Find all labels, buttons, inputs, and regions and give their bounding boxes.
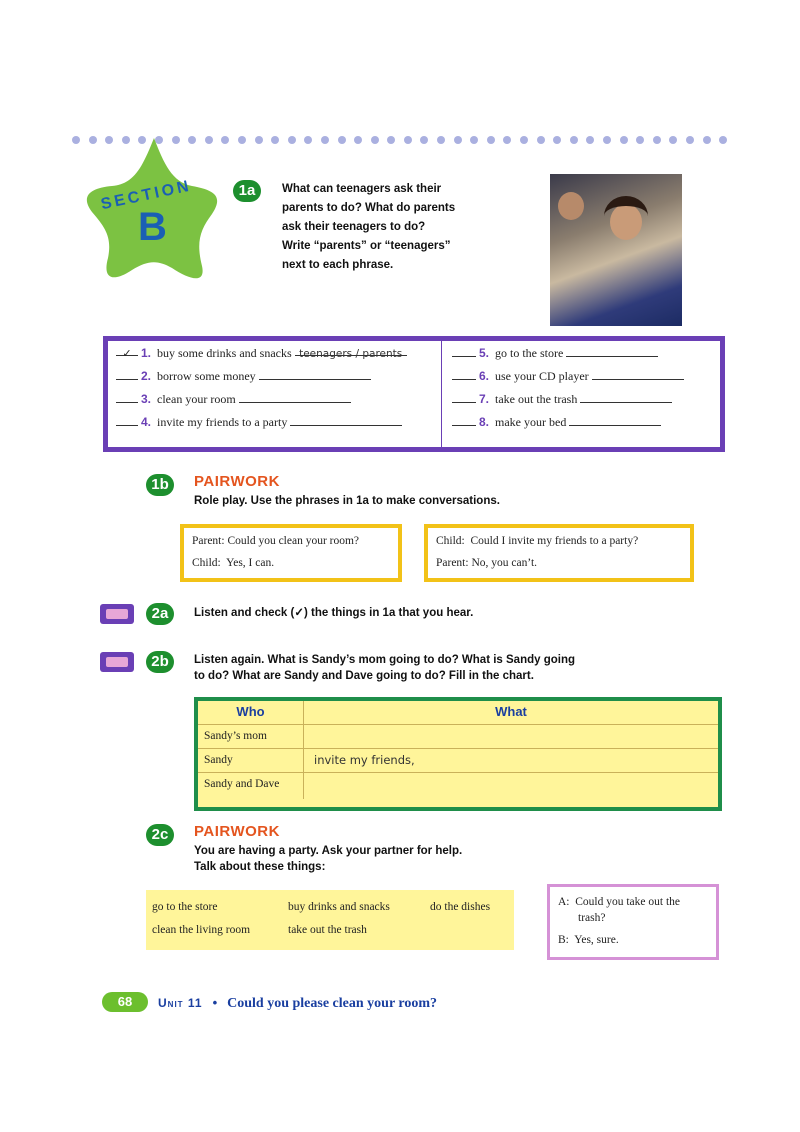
dot [520,136,528,144]
item-text: borrow some money [157,369,256,383]
thing-item: take out the trash [288,924,367,936]
dialogue-line: B: Yes, sure. [558,934,619,946]
things-box [146,890,514,950]
phrase-item [116,388,351,410]
conversation-line: Parent: Could you clean your room? [192,535,360,547]
dot [570,136,578,144]
answer-blank[interactable] [290,413,402,426]
instruction-2b [194,652,575,684]
unit-label: Unit 11 [158,996,203,1010]
pairwork-title-1b: PAIRWORK [194,473,280,490]
dot [255,136,263,144]
row-what [304,725,718,749]
row-what: invite my friends, [304,749,718,773]
phrase-item [116,411,402,433]
item-number: 4. [141,415,152,429]
check-blank[interactable] [452,390,476,403]
item-number: 6. [479,369,490,383]
phrase-item [452,365,684,387]
exercise-badge-1b: 1b [146,474,174,496]
dialogue-box [547,884,719,960]
instruction-line: ask their teenagers to do? [282,221,426,233]
thing-item: clean the living room [152,924,251,936]
dot [338,136,346,144]
check-blank[interactable] [452,344,476,357]
item-number: 3. [141,392,152,406]
item-number: 7. [479,392,490,406]
exercise-badge-1a: 1a [233,180,261,202]
item-number: 1. [141,346,152,360]
dot [404,136,412,144]
answer-blank[interactable] [259,367,371,380]
thing-item: buy drinks and snacks [288,901,390,913]
conversation-box-2 [424,524,694,582]
phrase-item [452,388,672,410]
dot [603,136,611,144]
check-blank[interactable] [116,367,138,380]
phrase-item [452,342,658,364]
dot [271,136,279,144]
dot [321,136,329,144]
page-number: 68 [102,992,148,1012]
dialogue-line: A: Could you take out the [558,896,681,908]
check-blank[interactable] [452,367,476,380]
dot [454,136,462,144]
dot [586,136,594,144]
conversation-box-1 [180,524,402,582]
instruction-line: Write “parents” or “teenagers” [282,240,451,252]
exercise-badge-2b: 2b [146,651,174,673]
check-blank[interactable] [116,390,138,403]
check-blank[interactable] [452,413,476,426]
dot [537,136,545,144]
dot [553,136,561,144]
dot [304,136,312,144]
cassette-icon [100,652,134,672]
thing-item: do the dishes [430,901,491,913]
dot [387,136,395,144]
pairwork-title-2c: PAIRWORK [194,823,280,840]
dot [470,136,478,144]
dot [719,136,727,144]
answer-blank[interactable] [569,413,661,426]
instruction-line: Talk about these things: [194,861,326,873]
dot [636,136,644,144]
dot [437,136,445,144]
exercise-badge-2a: 2a [146,603,174,625]
unit-title: Could you please clean your room? [227,996,438,1011]
item-text: clean your room [157,392,236,406]
footer-line [158,994,437,1012]
dot [503,136,511,144]
instruction-1b: Role play. Use the phrases in 1a to make conversations. [194,495,500,507]
instruction-2a: Listen and check (✓) the things in 1a that you hear. [194,607,474,619]
item-text: take out the trash [495,392,578,406]
footer-bullet: • [212,995,218,1010]
item-number: 5. [479,346,490,360]
phrase-item [116,342,407,364]
dot [354,136,362,144]
dot [288,136,296,144]
instruction-line: next to each phrase. [282,259,394,271]
instruction-line: What can teenagers ask their [282,183,442,195]
dot [487,136,495,144]
instruction-line: You are having a party. Ask your partner for help. [194,845,463,857]
header-who: Who [198,701,304,725]
item-number: 2. [141,369,152,383]
instruction-2c [194,843,462,875]
dot [703,136,711,144]
section-label: SECTION [99,177,194,214]
answer-blank[interactable]: teenagers / parents [295,343,407,356]
phrase-item [116,365,371,387]
row-who: Sandy [198,749,304,773]
conversation-line: Child: Could I invite my friends to a party? [436,535,639,547]
instruction-line: parents to do? What do parents [282,202,456,214]
cassette-icon [100,604,134,624]
check-blank[interactable]: ✓ [116,343,138,356]
dot [72,136,80,144]
dot [653,136,661,144]
section-letter: B [138,205,167,249]
row-who: Sandy’s mom [198,725,304,749]
item-number: 8. [479,415,490,429]
answer-blank[interactable] [592,367,684,380]
item-text: buy some drinks and snacks [157,346,292,360]
dot [669,136,677,144]
answer-blank[interactable] [239,390,351,403]
instruction-line: to do? What are Sandy and Dave going to do? Fill in the chart. [194,670,534,682]
conversation-line: Child: Yes, I can. [192,557,275,569]
item-text: invite my friends to a party [157,415,288,429]
header-what: What [304,701,718,725]
dot [686,136,694,144]
item-text: go to the store [495,346,564,360]
dialogue-line: trash? [578,912,606,924]
thing-item: go to the store [152,901,218,913]
item-text: make your bed [495,415,567,429]
answer-blank[interactable] [566,344,658,357]
dot [420,136,428,144]
item-text: use your CD player [495,369,589,383]
conversation-line: Parent: No, you can’t. [436,557,538,569]
dot [371,136,379,144]
row-what [304,773,718,799]
phrase-item [452,411,661,433]
check-blank[interactable] [116,413,138,426]
answer-blank[interactable] [580,390,672,403]
instruction-line: Listen again. What is Sandy’s mom going to do? What is Sandy going [194,654,576,666]
photo-teenager [550,174,682,326]
dot [238,136,246,144]
dot [620,136,628,144]
instruction-1a [282,180,532,275]
who-what-chart [194,697,722,811]
row-who: Sandy and Dave [198,773,304,799]
exercise-badge-2c: 2c [146,824,174,846]
